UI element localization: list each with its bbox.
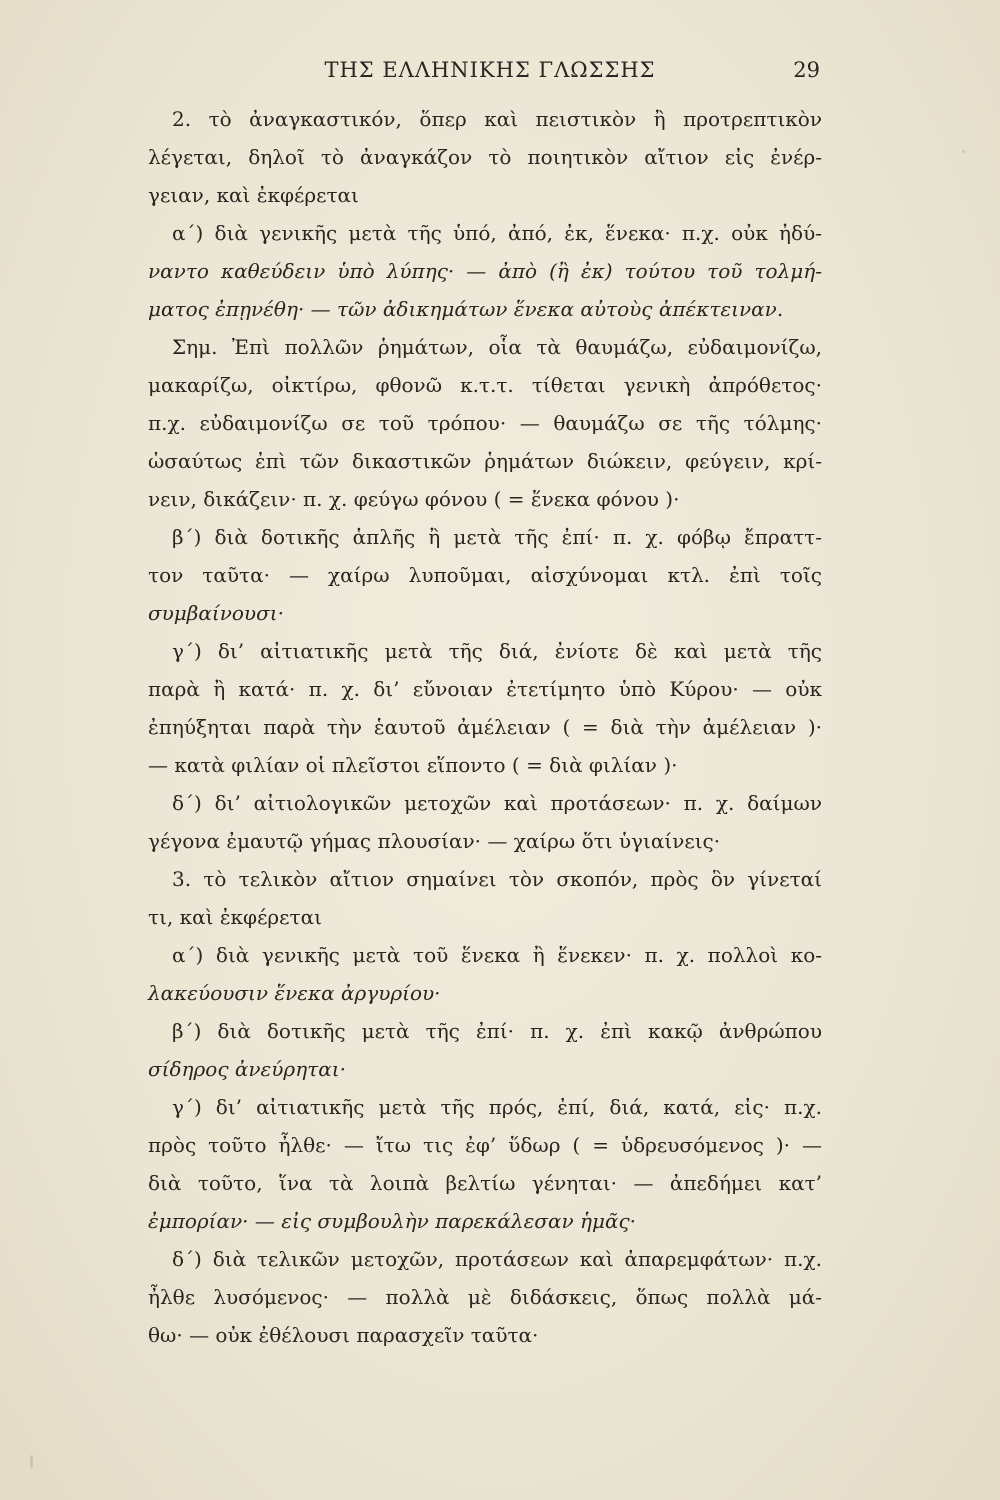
text-line: θω· — οὐκ ἐθέλουσι παρασχεῖν ταῦτα· — [148, 1323, 539, 1347]
text-line: α΄) διὰ γενικῆς μετὰ τοῦ ἕνεκα ἢ ἕνεκεν· π. χ. πολλοὶ κο- — [172, 943, 822, 967]
text-line: παρὰ ἢ κατά· π. χ. δι’ εὔνοιαν ἐτετίμητο ὑπὸ Κύρου· — οὐκ — [148, 677, 822, 701]
text-line: τον ταῦτα· — χαίρω λυποῦμαι, αἰσχύνομαι κτλ. ἐπὶ τοῖς — [148, 563, 822, 587]
text-line: π.χ. εὐδαιμονίζω σε τοῦ τρόπου· — θαυμάζω σε τῆς τόλμης· — [148, 411, 822, 435]
text-line: πρὸς τοῦτο ἦλθε· — ἴτω τις ἐφ’ ὕδωρ ( = ὑδρευσόμενος )· — — [148, 1133, 822, 1157]
text-line: γ΄) δι’ αἰτιατικῆς μετὰ τῆς πρός, ἐπί, διά, κατά, εἰς· π.χ. — [172, 1095, 822, 1119]
text-line: 3. τὸ τελικὸν αἴτιον σημαίνει τὸν σκοπόν, πρὸς ὃν γίνεταί — [172, 867, 822, 891]
text-line: α΄) διὰ γενικῆς μετὰ τῆς ὑπό, ἀπό, ἐκ, ἕνεκα· π.χ. οὐκ ἠδύ- — [172, 221, 822, 245]
page-number: 29 — [793, 58, 820, 82]
paper-speck — [30, 1455, 33, 1469]
text-line: β΄) διὰ δοτικῆς ἁπλῆς ἢ μετὰ τῆς ἐπί· π. χ. φόβῳ ἔπραττ- — [172, 525, 822, 549]
text-line: δ΄) δι’ αἰτιολογικῶν μετοχῶν καὶ προτάσεων· π. χ. δαίμων — [172, 791, 822, 815]
text-line: μακαρίζω, οἰκτίρω, φθονῶ κ.τ.τ. τίθεται γενικὴ ἀπρόθετος· — [148, 373, 822, 397]
running-header — [160, 58, 820, 88]
text-line: Σημ. Ἐπὶ πολλῶν ῥημάτων, οἷα τὰ θαυμάζω, εὐδαιμονίζω, — [172, 335, 822, 359]
text-line: λακεύουσιν ἕνεκα ἀργυρίου· — [148, 981, 441, 1005]
text-line: γέγονα ἐμαυτῷ γήμας πλουσίαν· — χαίρω ὅτι ὑγιαίνεις· — [148, 829, 721, 853]
text-line: ἐμπορίαν· — εἰς συμβουλὴν παρεκάλεσαν ἡμᾶς· — [148, 1209, 637, 1233]
text-line: λέγεται, δηλοῖ τὸ ἀναγκάζον τὸ ποιητικὸν αἴτιον εἰς ἐνέρ- — [148, 145, 822, 169]
text-line: συμβαίνουσι· — [148, 601, 284, 625]
paper-speck — [345, 878, 347, 880]
text-body — [148, 100, 822, 1354]
text-line: β΄) διὰ δοτικῆς μετὰ τῆς ἐπί· π. χ. ἐπὶ κακῷ ἀνθρώπου — [172, 1019, 822, 1043]
text-line: 2. τὸ ἀναγκαστικόν, ὅπερ καὶ πειστικὸν ἢ προτρεπτικὸν — [172, 107, 822, 131]
text-line: δ΄) διὰ τελικῶν μετοχῶν, προτάσεων καὶ ἀπαρεμφάτων· π.χ. — [172, 1247, 822, 1271]
text-line: ὡσαύτως ἐπὶ τῶν δικαστικῶν ῥημάτων διώκειν, φεύγειν, κρί- — [148, 449, 822, 473]
text-line: — κατὰ φιλίαν οἱ πλεῖστοι εἵποντο ( = διὰ φιλίαν )· — [148, 753, 678, 777]
text-line: ἐπηύξηται παρὰ τὴν ἑαυτοῦ ἀμέλειαν ( = διὰ τὴν ἀμέλειαν )· — [148, 715, 822, 739]
text-line: νειν, δικάζειν· π. χ. φεύγω φόνου ( = ἕνεκα φόνου )· — [148, 487, 680, 511]
text-line: διὰ τοῦτο, ἵνα τὰ λοιπὰ βελτίω γένηται· — ἀπεδήμει κατ’ — [148, 1171, 822, 1195]
text-line: ματος ἐπῃνέθη· — τῶν ἀδικημάτων ἕνεκα αὐτοὺς ἀπέκτειναν. — [148, 297, 784, 321]
text-line: γ΄) δι’ αἰτιατικῆς μετὰ τῆς διά, ἐνίοτε δὲ καὶ μετὰ τῆς — [172, 639, 822, 663]
text-line: ἦλθε λυσόμενος· — πολλὰ μὲ διδάσκεις, ὅπως πολλὰ μά- — [148, 1285, 822, 1309]
header-title: ΤΗΣ ΕΛΛΗΝΙΚΗΣ ΓΛΩΣΣΗΣ — [324, 58, 656, 82]
text-line: σίδηρος ἀνεύρηται· — [148, 1057, 346, 1081]
text-line: γειαν, καὶ ἐκφέρεται — [148, 183, 359, 207]
text-line: τι, καὶ ἐκφέρεται — [148, 905, 322, 929]
text-line: ναντο καθεύδειν ὑπὸ λύπης· — ἀπὸ (ἢ ἐκ) τούτου τοῦ τολμή- — [148, 259, 822, 283]
paper-speck — [962, 150, 965, 153]
